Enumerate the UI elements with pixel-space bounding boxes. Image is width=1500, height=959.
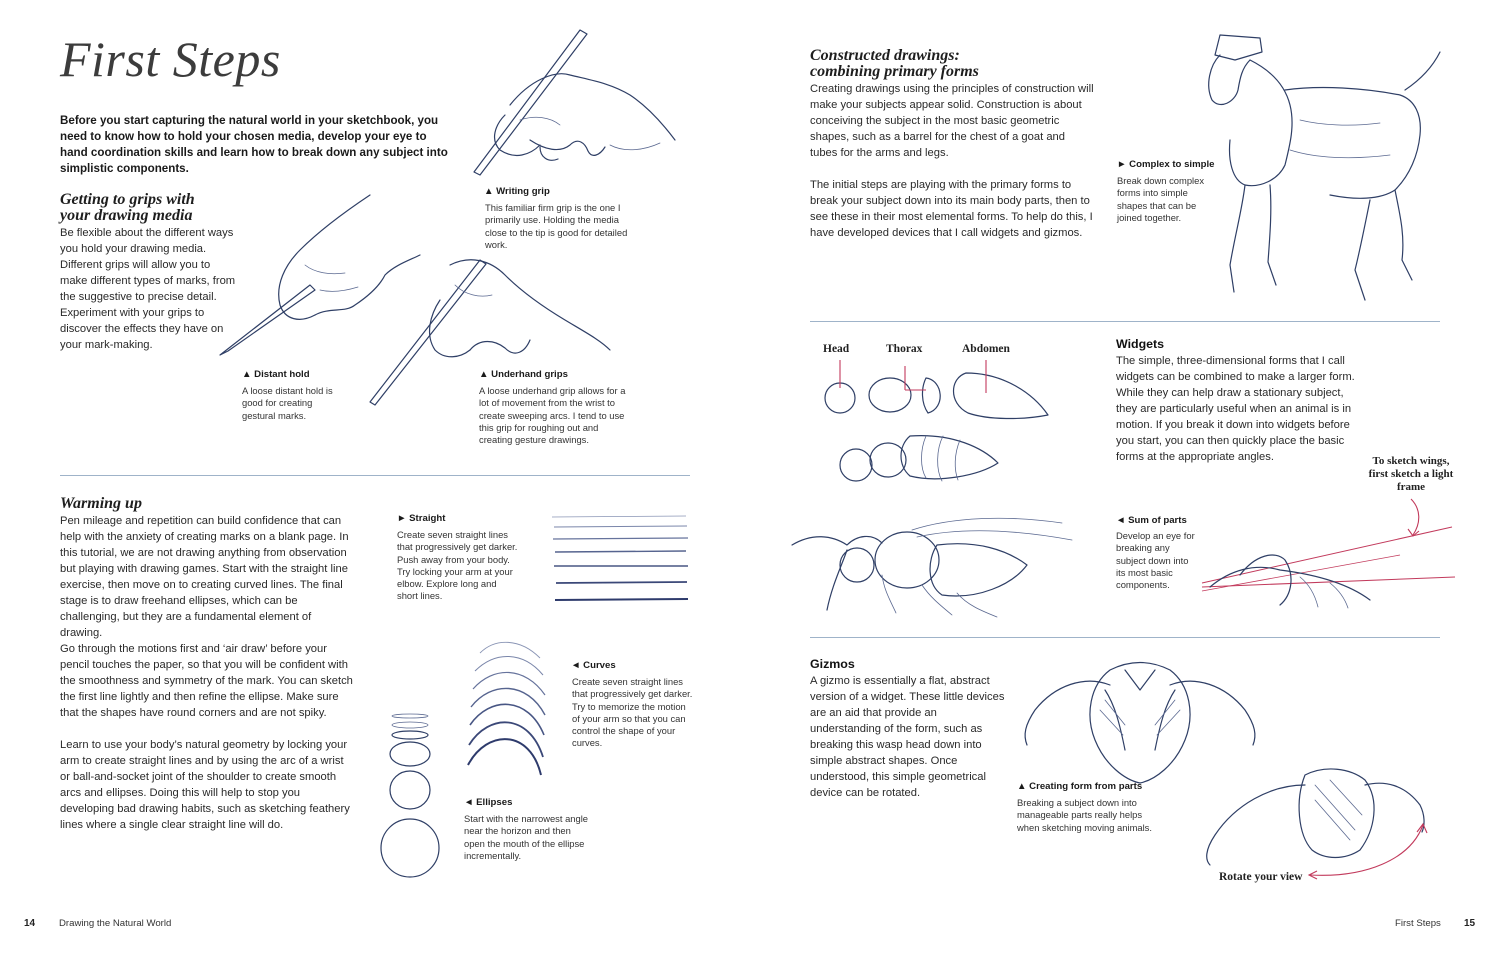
- underhand-caption: A loose underhand grip allows for a lot of movement from the wrist to create sweeping arcs. I tend to use this grip for roughing out and creating gesture drawings.: [479, 385, 626, 446]
- grips-body: Be flexible about the different ways you hold your drawing media. Different grips will allow you to make different types of marks, from the suggestive to precise detail. Experiment with your grips to discover the effects they have on your mark-making.: [60, 227, 236, 351]
- goat-sketch: [1190, 30, 1445, 310]
- straight-lines-sketch: [550, 515, 690, 605]
- widgets-heading: Widgets: [1116, 337, 1165, 351]
- wings-note: To sketch wings, first sketch a light frame: [1368, 455, 1454, 493]
- creating-form-caption: Breaking a subject down into manageable parts really helps when sketching moving animals.: [1017, 797, 1152, 833]
- constructed-heading-line2: combining primary forms: [810, 63, 979, 80]
- ellipses-caption: Start with the narrowest angle near the horizon and then open the mouth of the ellipse incrementally.: [464, 813, 589, 861]
- rotate-arrow: [1305, 820, 1430, 880]
- page-title: First Steps: [60, 31, 281, 87]
- rotate-note: Rotate your view: [1219, 871, 1303, 883]
- straight-caption: Create seven straight lines that progressively get darker. Push away from your body. Try locking your arm at your elbow. Explore long and short lines.: [397, 529, 518, 602]
- curves-caption-title: ◄ Curves: [571, 660, 616, 671]
- right-page-number: 15: [1464, 918, 1476, 929]
- warming-paragraph-3: Learn to use your body’s natural geometry by locking your arm to create straight lines and by using the arc of a wrist or ball-and-socket joint of the shoulder to create smooth arcs and ellipses. Doing this will help to stop you developing bad drawing habits, such as sketching feathery lines where a single clear straight line will do.: [60, 739, 350, 831]
- ellipses-caption-title: ◄ Ellipses: [464, 797, 513, 808]
- gizmos-heading: Gizmos: [810, 657, 855, 671]
- writing-grip-caption-title: ▲ Writing grip: [484, 186, 550, 197]
- writing-grip-caption: This familiar firm grip is the one I primarily use. Holding the media close to the tip is good for detailed work.: [485, 202, 628, 250]
- ellipses-sketch: [378, 710, 448, 880]
- warming-paragraph-2: Go through the motions first and ‘air draw’ before your pencil touches the paper, so that you will be confident with the smoothness and symmetry of the mark. You can sketch the first line lightly and then refine the ellipse. Make sure that the shapes have round corners and are not spiky.: [60, 643, 353, 719]
- label-thorax: Thorax: [886, 343, 923, 355]
- constructed-paragraph-1: Creating drawings using the principles of construction will make your subjects appear solid. Construction is about conceiving the subject in the most basic geometric shapes, such as a barrel for the chest of a goat and tubes for the arms and legs.: [810, 83, 1094, 159]
- right-footer: First Steps: [1395, 918, 1441, 929]
- section-divider: [60, 475, 690, 476]
- grips-heading-line1: Getting to grips with: [60, 191, 195, 208]
- straight-caption-title: ► Straight: [397, 513, 446, 524]
- writing-grip-sketch: [460, 25, 690, 190]
- left-page-number: 14: [24, 918, 36, 929]
- sum-of-parts-caption-title: ◄ Sum of parts: [1116, 515, 1187, 526]
- section-divider: [810, 637, 1440, 638]
- distant-hold-sketch: [220, 195, 420, 355]
- constructed-paragraph-2: The initial steps are playing with the primary forms to break your subject down into its main body parts, then to see these in their most elemental forms. To help do this, I have developed devices that I call widgets and gizmos.: [810, 179, 1093, 239]
- constructed-heading-line1: Constructed drawings:: [810, 47, 960, 64]
- complex-caption: Break down complex forms into simple shapes that can be joined together.: [1117, 175, 1205, 223]
- creating-form-caption-title: ▲ Creating form from parts: [1017, 781, 1143, 792]
- section-divider: [810, 321, 1440, 322]
- sum-of-parts-caption: Develop an eye for breaking any subject down into its most basic components.: [1116, 530, 1195, 591]
- underhand-caption-title: ▲ Underhand grips: [479, 369, 568, 380]
- gizmos-body: A gizmo is essentially a flat, abstract version of a widget. These little devices are an aid that provide an understanding of the form, such as breaking this wasp head down into simple abstract shapes. Once understood, this simple geometrical device can be rotated.: [810, 675, 1005, 799]
- curves-sketch: [465, 633, 550, 778]
- complex-caption-title: ► Complex to simple: [1117, 159, 1215, 170]
- wing-frame-sketch: [1200, 525, 1455, 610]
- wasp-widgets-sketch: [818, 358, 1053, 493]
- curves-caption: Create seven straight lines that progressively get darker. Try to memorize the motion of your arm so that you can control the shape of your curves.: [572, 676, 693, 749]
- warming-heading: Warming up: [60, 495, 142, 512]
- widgets-body: The simple, three-dimensional forms that I call widgets can be combined to make a larger form. While they can help draw a stationary subject, they are particularly useful when an animal is in motion. If you break it down into widgets before you start, you can then quickly place the basic forms at the appropriate angles.: [1116, 355, 1355, 463]
- label-abdomen: Abdomen: [962, 343, 1010, 355]
- grips-heading-line2: your drawing media: [60, 207, 193, 224]
- distant-hold-caption-title: ▲ Distant hold: [242, 369, 310, 380]
- distant-hold-caption: A loose distant hold is good for creating gestural marks.: [242, 385, 333, 421]
- wasp-side-sketch: [792, 505, 1092, 625]
- left-footer: Drawing the Natural World: [59, 918, 172, 929]
- warming-paragraph-1: Pen mileage and repetition can build confidence that can help with the anxiety of creating marks on a blank page. In this tutorial, we are not drawing anything from observation but playing with drawing games. Start with the straight line exercise, then move on to creating curved lines. The final stage is to draw freehand ellipses, which can be challenging, but they are a fundamental element of drawing.: [60, 515, 349, 639]
- label-head: Head: [823, 343, 850, 355]
- intro-paragraph: Before you start capturing the natural world in your sketchbook, you need to know how to hold your chosen media, develop your eye to hand coordination skills and learn how to break down any subject into simplistic components.: [60, 114, 448, 175]
